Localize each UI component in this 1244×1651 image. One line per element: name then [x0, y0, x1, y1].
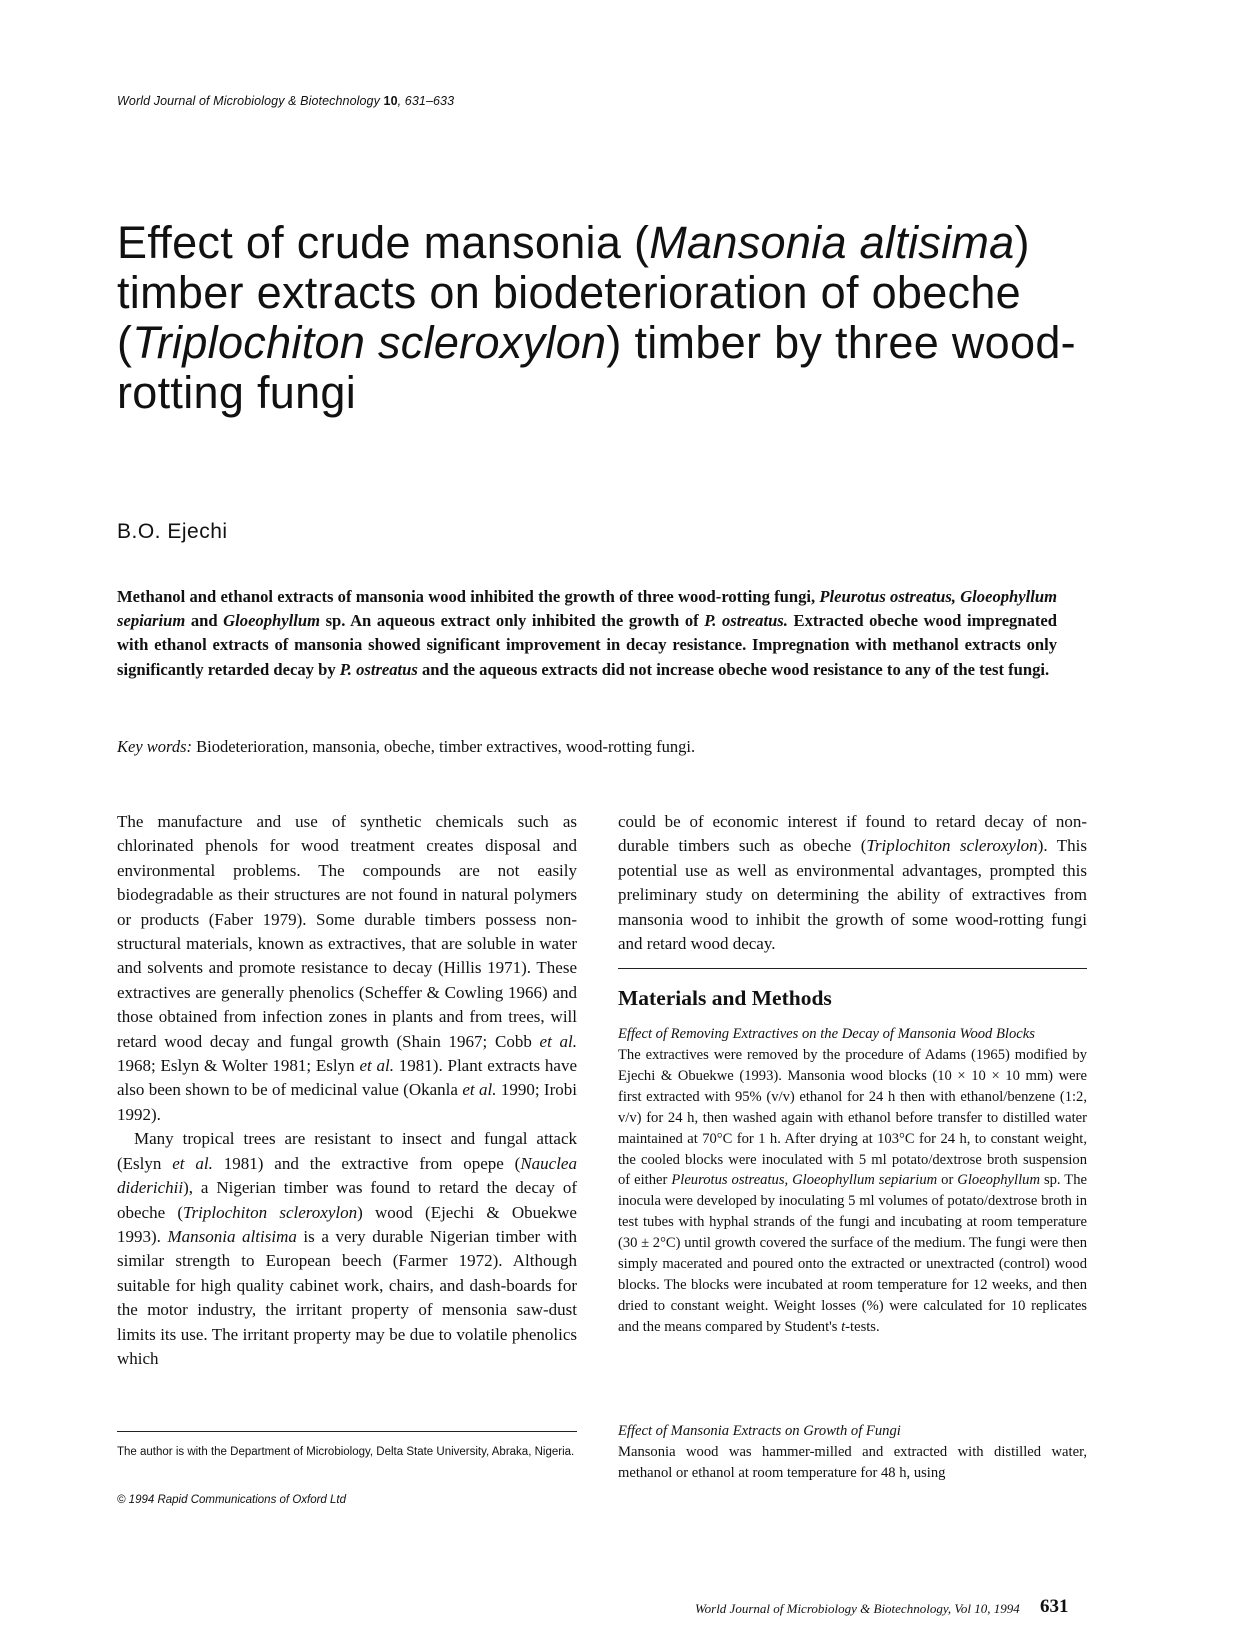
left-column — [117, 810, 577, 1371]
abstract-species: P. ostreatus — [339, 659, 418, 679]
body-text: ). This potential use as well as environmental advantages, prompted this preliminary study on determining the ability of extractives from mansonia wood to inhibit the growth of some wood-rotting fungi and retard wood decay. — [618, 836, 1087, 954]
title-text: ) timber extracts on biodeterioration of obeche ( — [117, 217, 1030, 368]
journal-name: World Journal of Microbiology & Biotechnology — [117, 94, 380, 108]
title-species-mansonia: Mansonia altisima — [649, 217, 1015, 268]
body-italic: et al. — [462, 1080, 497, 1100]
body-italic: Pleurotus ostreatus, Gloeophyllum sepiarium — [671, 1172, 938, 1189]
abstract-text: Methanol and ethanol extracts of mansonia wood inhibited the growth of three wood-rotting fungi, — [117, 587, 820, 606]
intro-paragraph-1 — [117, 810, 577, 1127]
body-text: -tests. — [845, 1318, 880, 1335]
author-affiliation-footnote: The author is with the Department of Microbiology, Delta State University, Abraka, Nigeria. — [117, 1446, 575, 1458]
abstract-species: P. ostreatus. — [704, 611, 788, 631]
abstract-text: and the aqueous extracts did not increase obeche wood resistance to any of the test fungi. — [417, 659, 1050, 679]
abstract-species: Pleurotus ostreatus, Gloeophyllum sepiarium — [117, 587, 1057, 631]
subsection-heading: Effect of Removing Extractives on the Decay of Mansonia Wood Blocks — [618, 1026, 1035, 1042]
body-text: Many tropical trees are resistant to insect and fungal attack (Eslyn — [117, 1129, 577, 1173]
author-name: B.O. Ejechi — [117, 520, 228, 543]
title-text: ) timber by three wood-rotting fungi — [117, 317, 1076, 418]
body-italic: Nauclea diderichii — [117, 1153, 577, 1198]
journal-pages: , 631–633 — [397, 94, 455, 108]
footnote-divider — [117, 1431, 577, 1432]
body-italic: Triplochiton scleroxylon — [866, 836, 1038, 856]
title-species-obeche: Triplochiton scleroxylon — [132, 317, 607, 368]
body-text: The extractives were removed by the procedure of Adams (1965) modified by Ejechi & Obuekwe (1993). Mansonia wood blocks (10 × 10 × 10 mm) were first extracted with 95% (v/v) ethanol for 24 h then with ethanol/benzene (1:2, v/v) for 24 h, then washed again with ethanol before transfer to distilled water maintained at 70°C for 1 h. After drying at 103°C for 24 h, to constant weight, the cooled blocks were inoculated with 5 ml potato/dextrose broth suspension of either — [618, 1047, 1087, 1189]
body-text: 1968; Eslyn & Wolter 1981; Eslyn — [117, 1056, 360, 1076]
intro-paragraph-2 — [117, 1127, 577, 1371]
abstract-text: sp. An aqueous extract only inhibited the growth of — [319, 611, 705, 631]
title-text: Effect of crude mansonia ( — [117, 217, 650, 268]
methods-subsection-extractives — [618, 1024, 1087, 1338]
page-number: 631 — [1040, 1596, 1069, 1617]
body-italic: Gloeophyllum — [957, 1172, 1040, 1189]
methods-subsection-growth — [618, 1421, 1087, 1484]
body-italic: et al. — [359, 1056, 394, 1076]
body-text: sp. The inocula were developed by inoculating 5 ml volumes of potato/dextrose broth in test tubes with hyphal strands of the fungi and incubating at room temperature (30 ± 2°C) until growth covered the surface of the medium. The fungi were then simply macerated and poured onto the extracted or unextracted (control) wood blocks. The blocks were incubated at room temperature for 12 weeks, and then dried to constant weight. Weight losses (%) were calculated for 10 replicates and the means compared by Student's — [618, 1172, 1087, 1335]
intro-paragraph-3 — [618, 810, 1087, 956]
keywords-label: Key words: — [117, 737, 193, 756]
keywords-text: Biodeterioration, mansonia, obeche, timber extractives, wood-rotting fungi. — [192, 737, 696, 756]
body-italic: et al. — [172, 1153, 213, 1173]
body-text: 1990; Irobi 1992). — [117, 1080, 577, 1124]
body-text: The manufacture and use of synthetic chemicals such as chlorinated phenols for wood treatment creates disposal and environmental problems. The compounds are not easily biodegradable as their structures are not found in natural polymers or products (Faber 1979). Some durable timbers possess non-structural materials, known as extractives, that are soluble in water and solvents and promote resistance to decay (Hillis 1971). These extractives are generally phenolics (Scheffer & Cowling 1966) and those obtained from infection zones in plants and from trees, will retard wood decay and fungal growth (Shain 1967; Cobb — [117, 812, 577, 1051]
methods-paragraph — [618, 1045, 1087, 1338]
body-text: could be of economic interest if found to retard decay of non-durable timbers such as obeche ( — [618, 812, 1087, 856]
section-heading-methods: Materials and Methods — [618, 986, 832, 1010]
keywords — [117, 736, 1057, 758]
right-column-intro — [618, 810, 1087, 956]
body-text: 1981) and the extractive from opepe ( — [212, 1153, 521, 1173]
abstract-text: Extracted obeche wood impregnated with ethanol extracts of mansonia showed significant improvement in decay resistance. Impregnation with methanol extracts only significantly retarded decay by — [117, 611, 1057, 679]
journal-volume: 10 — [383, 94, 398, 108]
body-text: is a very durable Nigerian timber with similar strength to European beech (Farmer 1972). Although suitable for high quality cabinet work, chairs, and dash-boards for the motor industry, the irritant property of mensonia saw-dust limits its use. The irritant property may be due to volatile phenolics which — [117, 1226, 577, 1368]
body-text: ), a Nigerian timber was found to retard the decay of obeche ( — [117, 1178, 577, 1222]
abstract-species: Gloeophyllum — [223, 611, 320, 631]
abstract — [117, 585, 1057, 682]
body-text: ) wood (Ejechi & Obuekwe 1993). — [117, 1202, 577, 1246]
methods-paragraph: Mansonia wood was hammer-milled and extracted with distilled water, methanol or ethanol at room temperature for 48 h, using — [618, 1444, 1087, 1481]
footer-journal: World Journal of Microbiology & Biotechnology, Vol 10, 1994 — [695, 1601, 1020, 1616]
article-title — [117, 218, 1117, 418]
subsection-heading: Effect of Mansonia Extracts on Growth of Fungi — [618, 1423, 901, 1439]
body-text: or — [937, 1172, 958, 1189]
body-italic: Mansonia altisima — [167, 1226, 297, 1246]
abstract-text: and — [185, 611, 224, 631]
body-text: 1981). Plant extracts have also been shown to be of medicinal value (Okanla — [117, 1056, 577, 1100]
body-italic: et al. — [539, 1031, 577, 1051]
section-divider — [618, 968, 1087, 969]
body-italic: t — [841, 1318, 846, 1335]
copyright-notice: © 1994 Rapid Communications of Oxford Ltd — [117, 1494, 347, 1506]
body-italic: Triplochiton scleroxylon — [183, 1202, 358, 1222]
journal-header — [117, 94, 454, 108]
